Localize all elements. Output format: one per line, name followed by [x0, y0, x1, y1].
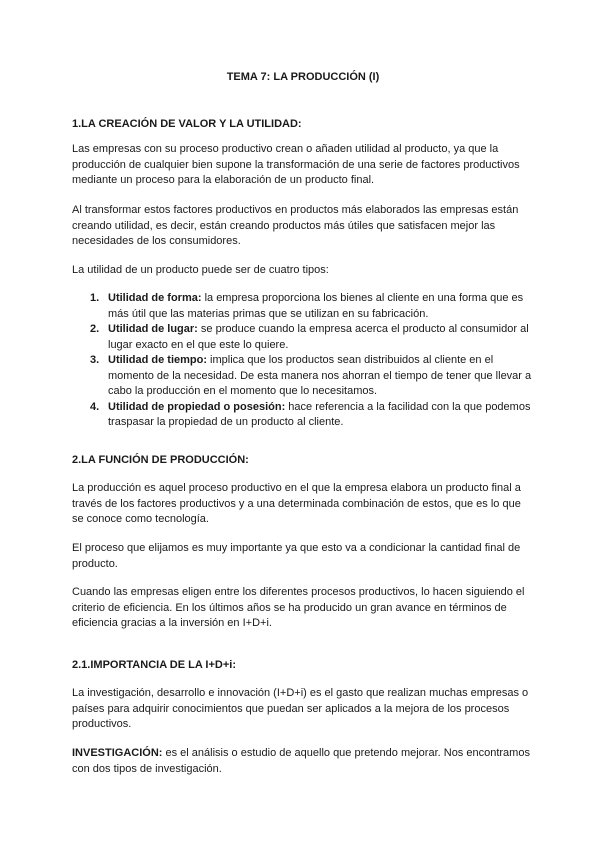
list-item-number: 1. — [90, 292, 100, 304]
list-item-number: 4. — [90, 400, 100, 413]
list-item-term: Utilidad de tiempo: — [108, 354, 207, 366]
section-2-paragraph-1: La producción es aquel proceso productivo en el que la empresa elabora un producto final a través de los factores productivos y a una determinada combinación de estos, que es lo que se conoce como tecnología. — [72, 482, 521, 525]
section-1-paragraph-3: La utilidad de un producto puede ser de cuatro tipos: — [72, 264, 329, 276]
list-item-term: Utilidad de forma: — [108, 292, 202, 304]
section-2-1-paragraph-1: La investigación, desarrollo e innovación (I+D+i) es el gasto que realizan muchas empresas o países para adquirir conocimientos que puedan ser aplicados a la mejora de los procesos productivos. — [72, 687, 529, 730]
list-item — [72, 353, 534, 400]
section-2-1-heading: 2.1.IMPORTANCIA DE LA I+D+i: — [72, 659, 237, 671]
section-2-heading: 2.LA FUNCIÓN DE PRODUCCIÓN: — [72, 454, 249, 466]
section-1-heading: 1.LA CREACIÓN DE VALOR Y LA UTILIDAD: — [72, 118, 302, 130]
list-item-term: Utilidad de lugar: — [108, 323, 198, 335]
investigacion-text: es el análisis o estudio de aquello que pretendo mejorar. Nos encontramos con dos tipos de investigación. — [72, 747, 530, 775]
list-item — [72, 400, 534, 431]
list-item-text: implica que los productos sean distribuidos al cliente en el momento de la necesidad. De esta manera nos ahorran el tiempo de tener que llevar a cabo la producción en el momento que lo necesitamos. — [108, 354, 532, 397]
section-1-paragraph-2: Al transformar estos factores productivos en productos más elaborados las empresas están creando utilidad, es decir, están creando productos más útiles que satisfacen mejor las necesidades de los consumidores. — [72, 204, 519, 247]
page-title: TEMA 7: LA PRODUCCIÓN (I) — [226, 71, 380, 83]
section-2-paragraph-3: Cuando las empresas eligen entre los diferentes procesos productivos, lo hacen siguiendo el criterio de eficiencia. En los últimos años se ha producido un gran avance en términos de eficiencia gracias a la inversión en I+D+i. — [72, 586, 525, 629]
section-2-1-paragraph-2 — [72, 746, 534, 777]
list-item-number: 2. — [90, 323, 100, 335]
list-item — [72, 291, 534, 322]
utility-types-list — [72, 291, 534, 431]
list-item-text: la empresa proporciona los bienes al cliente en una forma que es más útil que las materias primas que se utilizan en su fabricación. — [108, 292, 524, 320]
list-item-text: hace referencia a la facilidad con la que podemos traspasar la propiedad de un producto al cliente. — [108, 400, 531, 428]
list-item — [72, 322, 534, 353]
list-item-text: se produce cuando la empresa acerca el producto al consumidor al lugar exacto en el que este lo quiere. — [108, 323, 529, 351]
list-item-term: Utilidad de propiedad o posesión: — [108, 400, 286, 413]
section-2-paragraph-2: El proceso que elijamos es muy importante ya que esto va a condicionar la cantidad final de producto. — [72, 542, 521, 570]
investigacion-term: INVESTIGACIÓN: — [72, 747, 163, 759]
list-item-number: 3. — [90, 354, 100, 366]
section-1-paragraph-1: Las empresas con su proceso productivo crean o añaden utilidad al producto, ya que la producción de cualquier bien supone la transformación de una serie de factores productivos mediante un proceso para la elaboración de un producto final. — [72, 143, 520, 186]
